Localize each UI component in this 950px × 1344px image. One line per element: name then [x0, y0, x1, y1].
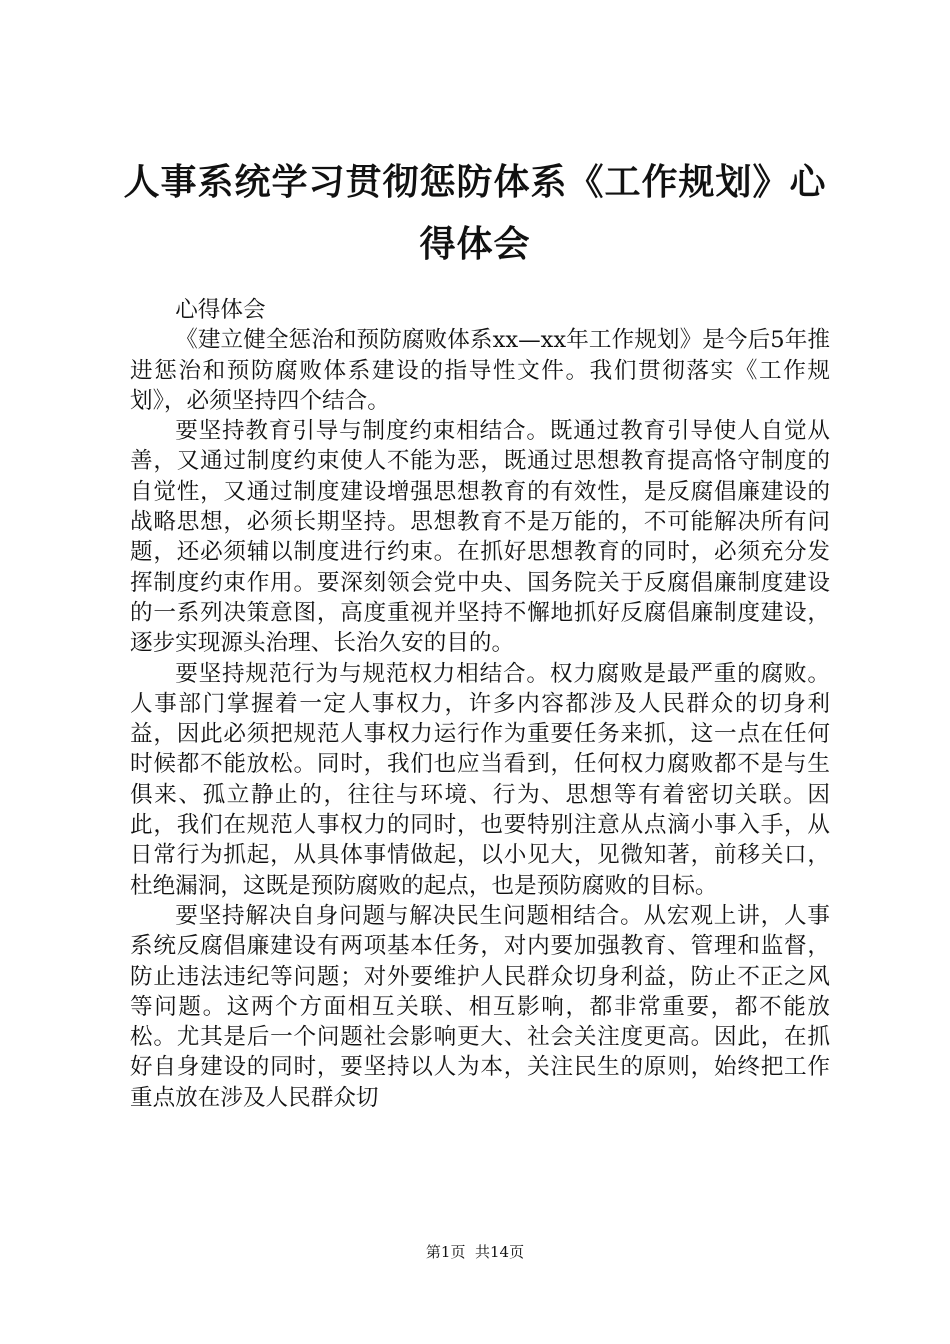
footer-separator [465, 1243, 475, 1261]
paragraph-point-1: 要坚持教育引导与制度约束相结合。既通过教育引导使人自觉从善，又通过制度约束使人不能为恶，既通过思想教育提高恪守制度的自觉性，又通过制度建设增强思想教育的有效性，是反腐倡廉建设的战略思想，必须长期坚持。思想教育不是万能的，不可能解决所有问题，还必须辅以制度进行约束。在抓好思想教育的同时，必须充分发挥制度约束作用。要深刻领会党中央、国务院关于反腐倡廉制度建设的一系列决策意图，高度重视并坚持不懈地抓好反腐倡廉制度建设，逐步实现源头治理、长治久安的目的。 [130, 418, 830, 657]
page-footer [0, 1242, 950, 1262]
document-body [130, 295, 830, 1113]
page-number: 第1页 [425, 1243, 466, 1261]
paragraph-point-3: 要坚持解决自身问题与解决民生问题相结合。从宏观上讲，人事系统反腐倡廉建设有两项基本任务，对内要加强教育、管理和监督，防止违法违纪等问题；对外要维护人民群众切身利益，防止不正之风等问题。这两个方面相互关联、相互影响，都非常重要，都不能放松。尤其是后一个问题社会影响更大、社会关注度更高。因此，在抓好自身建设的同时，要坚持以人为本，关注民生的原则，始终把工作重点放在涉及人民群众切 [130, 902, 830, 1111]
page-total: 共14页 [475, 1243, 525, 1261]
paragraph-intro: 《建立健全惩治和预防腐败体系xx—xx年工作规划》是今后5年推进惩治和预防腐败体系建设的指导性文件。我们贯彻落实《工作规划》，必须坚持四个结合。 [130, 327, 830, 414]
paragraph-subheading: 心得体会 [175, 297, 266, 323]
document-title: 人事系统学习贯彻惩防体系《工作规划》心得体会 [123, 162, 827, 265]
paragraph-point-2: 要坚持规范行为与规范权力相结合。权力腐败是最严重的腐败。人事部门掌握着一定人事权力，许多内容都涉及人民群众的切身利益，因此必须把规范人事权力运行作为重要任务来抓，这一点在任何时候都不能放松。同时，我们也应当看到，任何权力腐败都不是与生俱来、孤立静止的，往往与环境、行为、思想等有着密切关联。因此，我们在规范人事权力的同时，也要特别注意从点滴小事入手，从日常行为抓起，从具体事情做起，以小见大，见微知著，前移关口，杜绝漏洞，这既是预防腐败的起点，也是预防腐败的目标。 [130, 660, 830, 899]
